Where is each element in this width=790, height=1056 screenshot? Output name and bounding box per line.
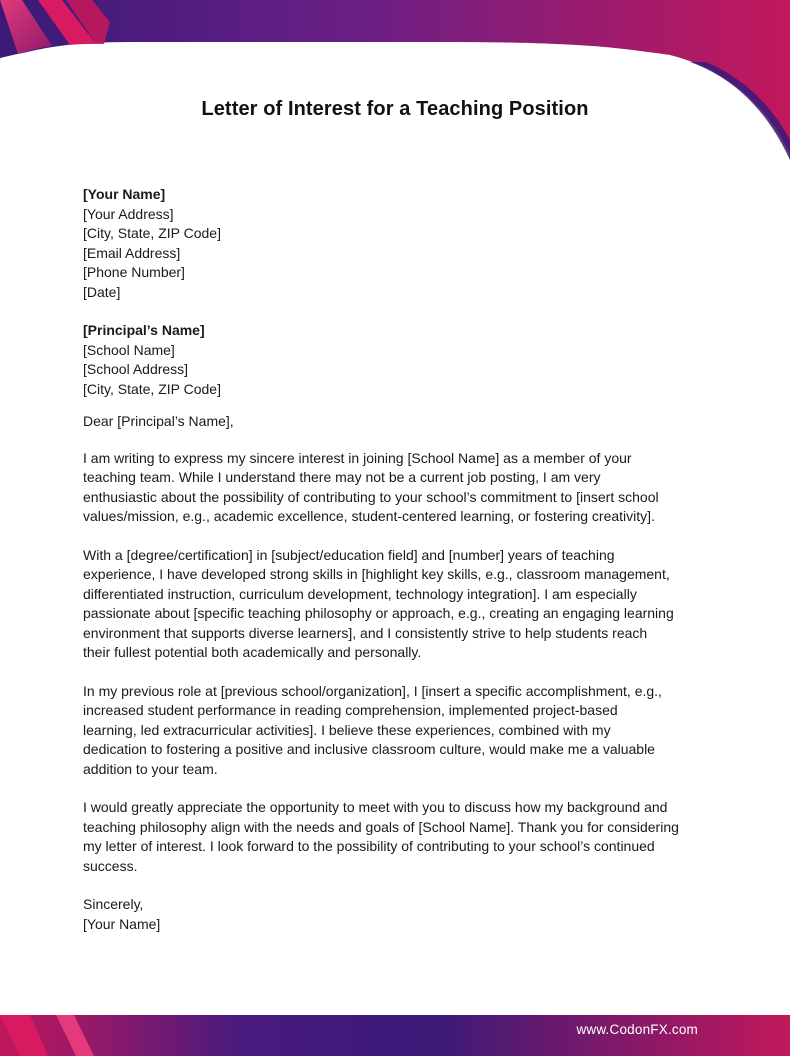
recipient-block (83, 321, 713, 399)
paragraph-line: dedication to fostering a positive and inclusive classroom culture, would make me a valuable (83, 741, 655, 757)
paragraph-line: learning, led extracurricular activities]. I believe these experiences, combined with my (83, 721, 611, 738)
sender-city: [City, State, ZIP Code] (83, 225, 221, 241)
paragraph-2 (83, 546, 713, 663)
page-title: Letter of Interest for a Teaching Position (201, 98, 589, 120)
sender-name: [Your Name] (83, 186, 166, 202)
paragraph-line: experience, I have developed strong skills in [highlight key skills, e.g., classroom management, (83, 566, 670, 582)
recipient-address: [School Address] (83, 361, 189, 377)
paragraph-line: passionate about [specific teaching philosophy or approach, e.g., creating an engaging learning (83, 605, 674, 621)
paragraph-3 (83, 682, 713, 780)
letter-body (83, 185, 713, 934)
paragraph-line: differentiated instruction, curriculum development, technology integration]. I am especially (83, 585, 637, 602)
recipient-school: [School Name] (83, 341, 175, 358)
paragraph-line: increased student performance in reading comprehension, implemented project-based (83, 702, 618, 718)
paragraph-line: I am writing to express my sincere interest in joining [School Name] as a member of your (83, 449, 632, 466)
paragraph-line: my letter of interest. I look forward to the possibility of contributing to your school’s continued (83, 838, 655, 854)
sender-email: [Email Address] (83, 244, 181, 261)
paragraph-line: With a [degree/certification] in [subject/education field] and [number] years of teaching (83, 546, 615, 563)
recipient-city: [City, State, ZIP Code] (83, 380, 221, 397)
paragraph-line: their fullest potential both academically and personally. (83, 644, 422, 660)
sender-date: [Date] (83, 283, 121, 300)
footer-website-link[interactable]: www.CodonFX.com (576, 1022, 698, 1037)
paragraph-line: values/mission, e.g., academic excellence, student-centered learning, or fostering creativity]. (83, 508, 655, 524)
sender-block (83, 185, 713, 302)
sender-phone: [Phone Number] (83, 264, 185, 280)
recipient-name: [Principal’s Name] (83, 322, 205, 338)
paragraph-line: addition to your team. (83, 760, 218, 777)
sender-address: [Your Address] (83, 205, 174, 222)
paragraph-4 (83, 798, 713, 876)
closing: Sincerely, (83, 896, 144, 912)
paragraph-line: I would greatly appreciate the opportunity to meet with you to discuss how my background and (83, 799, 668, 815)
paragraph-line: In my previous role at [previous school/organization], I [insert a specific accomplishment, e.g., (83, 682, 662, 699)
paragraph-line: teaching philosophy align with the needs and goals of [School Name]. Thank you for considering (83, 818, 679, 835)
signature: [Your Name] (83, 915, 161, 932)
paragraph-line: environment that supports diverse learners], and I consistently strive to help students reach (83, 624, 648, 641)
paragraph-line: success. (83, 857, 138, 874)
paragraph-line: teaching team. While I understand there may not be a current job posting, I am very (83, 469, 601, 485)
paragraph-line: enthusiastic about the possibility of contributing to your school’s commitment to [insert school (83, 488, 659, 505)
paragraph-1 (83, 449, 713, 527)
salutation: Dear [Principal’s Name], (83, 413, 234, 429)
